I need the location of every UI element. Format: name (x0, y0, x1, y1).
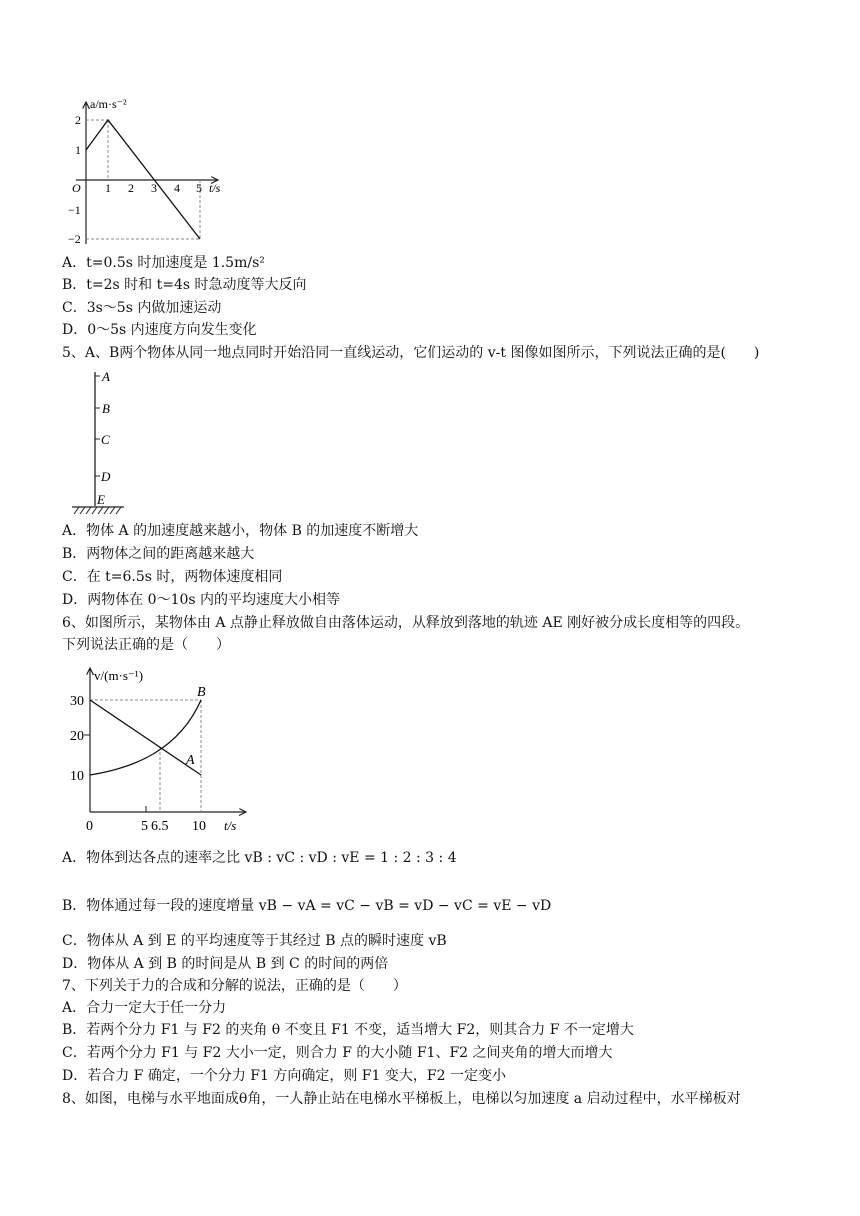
q4-xtick: 4 (174, 181, 180, 195)
q6-curve-a-label: A (186, 753, 195, 768)
q6-ytick: 10 (70, 769, 84, 784)
q7-option-a: A．合力一定大于任一分力 (62, 1000, 227, 1016)
q5-point-e: E (97, 492, 105, 507)
q6-xtick: 10 (192, 819, 206, 834)
q6-ylabel: v/(m·s⁻¹) (94, 668, 144, 683)
q4-at-graph (68, 94, 238, 254)
q4-origin: O (72, 181, 81, 195)
q6-xlabel: t/s (224, 818, 237, 833)
q6-xtick: 6.5 (151, 819, 169, 834)
q6-option-a: A．物体到达各点的速率之比 vB : vC : vD : vE = 1 : 2 : 3 : 4 (62, 850, 457, 866)
q4-xlabel: t/s (209, 181, 221, 195)
q6-line-a (90, 700, 201, 775)
q6-ytick: 20 (70, 729, 84, 744)
q6-ytick: 30 (70, 694, 84, 709)
q7-option-c: C．若两个分力 F1 与 F2 大小一定，则合力 F 的大小随 F1、F2 之间夹角的增大而增大 (62, 1045, 613, 1061)
q5-point-a: A (102, 369, 110, 384)
q4-graph-svg (68, 94, 238, 254)
q4-ytick: 1 (75, 143, 81, 157)
q5-option-a: A．物体 A 的加速度越来越小，物体 B 的加速度不断增大 (62, 523, 419, 539)
q6-option-b: B．物体通过每一段的速度增量 vB − vA = vC − vB = vD − vC = vE − vD (62, 898, 552, 914)
q4-option-d: D．0～5s 内速度方向发生变化 (62, 322, 257, 338)
q5-figure-svg (68, 366, 138, 516)
q6-stem-line2: 下列说法正确的是（ ） (62, 637, 230, 653)
q5-point-b: B (102, 401, 110, 416)
q5-option-c: C．在 t=6.5s 时，两物体速度相同 (62, 569, 283, 585)
q6-xtick: 0 (86, 819, 93, 834)
q4-xtick: 5 (196, 181, 202, 195)
q7-stem: 7、下列关于力的合成和分解的说法，正确的是（ ） (62, 978, 407, 994)
q6-option-c: C．物体从 A 到 E 的平均速度等于其经过 B 点的瞬时速度 vB (62, 933, 447, 949)
q4-option-b: B．t=2s 时和 t=4s 时急动度等大反向 (62, 277, 307, 293)
q5-ground-hatch (74, 507, 121, 514)
q7-option-b: B．若两个分力 F1 与 F2 的夹角 θ 不变且 F1 不变，适当增大 F2，则其合力 F 不一定增大 (62, 1022, 634, 1038)
q5-stem: 5、A、B两个物体从同一地点同时开始沿同一直线运动，它们运动的 v-t 图像如图所示，下列说法正确的是( ) (62, 345, 760, 361)
q6-stem-line1: 6、如图所示，某物体由 A 点静止释放做自由落体运动，从释放到落地的轨迹 AE 刚好被分成长度相等的四段。 (62, 615, 750, 631)
q4-option-c: C．3s～5s 内做加速运动 (62, 300, 222, 316)
q4-xtick: 1 (105, 181, 111, 195)
q5-track-figure (68, 366, 138, 516)
q5-point-c: C (101, 432, 110, 447)
q6-vt-graph (64, 660, 254, 838)
q5-option-d: D．两物体在 0～10s 内的平均速度大小相等 (62, 592, 341, 608)
q5-option-b: B．两物体之间的距离越来越大 (62, 546, 255, 562)
q5-point-d: D (101, 469, 111, 484)
q6-curve-b-label: B (197, 685, 206, 700)
q4-xtick: 2 (128, 181, 134, 195)
q8-stem: 8、如图，电梯与水平地面成θ角，一人静止站在电梯水平梯板上，电梯以匀加速度 a 启动过程中，水平梯板对 (62, 1091, 741, 1107)
q4-ytick: 2 (75, 113, 81, 127)
q6-graph-svg (64, 660, 254, 838)
q4-option-a: A．t=0.5s 时加速度是 1.5m/s² (62, 255, 265, 271)
q6-xtick: 5 (141, 819, 148, 834)
q4-ytick: −1 (68, 203, 81, 217)
q7-option-d: D．若合力 F 确定，一个分力 F1 方向确定，则 F1 变大，F2 一定变小 (62, 1068, 506, 1084)
q6-option-d: D．物体从 A 到 B 的时间是从 B 到 C 的时间的两倍 (62, 956, 389, 972)
q4-xtick: 3 (151, 181, 157, 195)
q4-ytick: −2 (68, 232, 81, 246)
q4-ylabel: a/m·s⁻² (90, 97, 127, 111)
